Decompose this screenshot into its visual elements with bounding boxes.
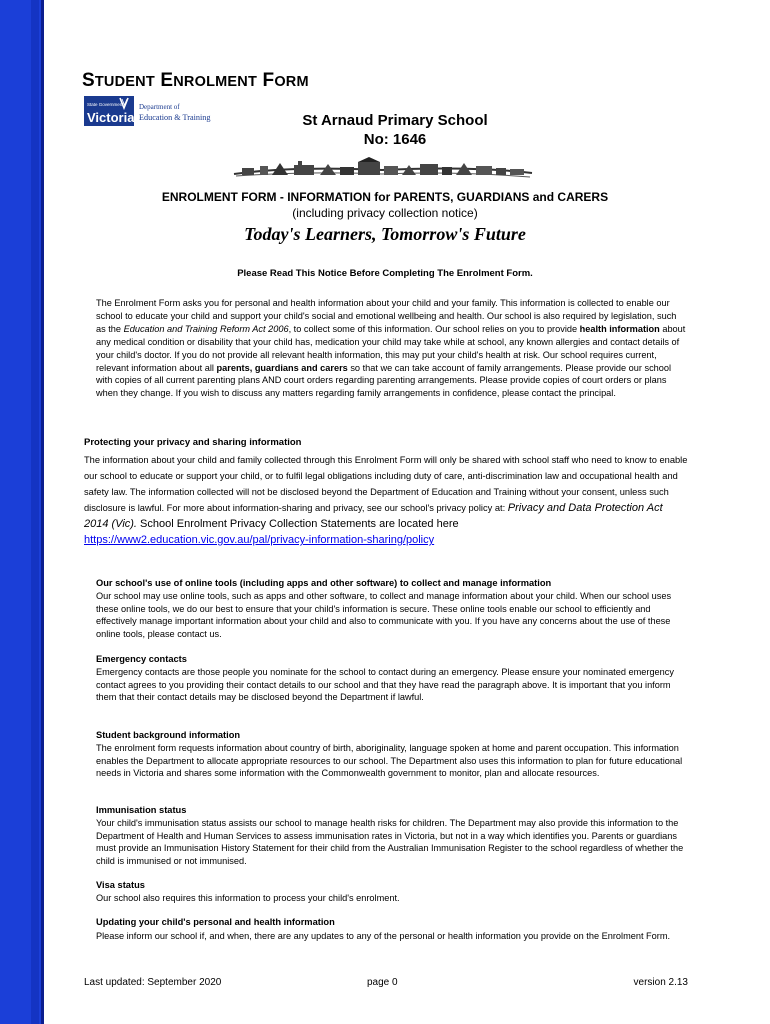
footer-last-updated: Last updated: September 2020 <box>84 977 222 988</box>
section-heading-student-background: Student background information <box>96 730 241 740</box>
privacy-policy-name: Privacy and Data Protection Act 2014 (Vic). <box>84 502 663 530</box>
section-body-emergency-contacts: Emergency contacts are those people you nominate for the school to contact during an emergency. Please ensure your nominated emergency contact agrees to you providing their contact details to our school and that they have read the paragraph above. It is important that you inform them that their contact details may be disclosed beyond the Department if lawful. <box>96 667 674 703</box>
section-heading-updating-info: Updating your child's personal and health information <box>96 917 335 927</box>
section-heading-online-tools: Our school's use of online tools (including apps and other software) to collect and manage information <box>96 578 552 588</box>
section-body-immunisation: Your child's immunisation status assists our school to manage health risks for children. The Department may also provide this information to the Department of Health and Human Services to assess immunisation rates in Victoria, but not in a way which identifies you. Parents or guardians must provide an Immunisation History Statement for their child from the Australian Immunisation Register to the school regardless of whether the child is immunised or not immunised. <box>96 818 684 866</box>
section-body-updating-info: Please inform our school if, and when, there are any updates to any of the personal or health information you provide on the Enrolment Form. <box>96 931 671 941</box>
school-number: No: 1646 <box>363 131 427 148</box>
act-reference: Education and Training Reform Act 2006 <box>123 323 289 334</box>
school-motto: Today's Learners, Tomorrow's Future <box>244 224 526 244</box>
form-subheading: (including privacy collection notice) <box>292 206 478 220</box>
read-notice: Please Read This Notice Before Completing The Enrolment Form. <box>237 268 533 279</box>
privacy-policy-link[interactable]: https://www2.education.vic.gov.au/pal/privacy-information-sharing/policy <box>84 534 435 546</box>
side-accent-shadow <box>31 0 39 1024</box>
school-heading <box>290 111 500 149</box>
form-heading: ENROLMENT FORM - INFORMATION for PARENTS, GUARDIANS and CARERS <box>161 190 609 204</box>
victoria-government-logo <box>84 96 224 126</box>
footer-version: version 2.13 <box>633 977 688 988</box>
school-name: St Arnaud Primary School <box>302 112 488 129</box>
section-heading-immunisation: Immunisation status <box>96 805 187 815</box>
town-silhouette-graphic <box>232 156 534 182</box>
logo-department-line1: Department of <box>139 103 180 111</box>
intro-paragraph: The Enrolment Form asks you for personal and health information about your child and your family. This information is collected to enable our school to educate your child and support your child's social and emotional wellbeing and health. Our school is also required by legislation, such as the Education and Training Reform Act 2006, to collect some of this information. Our school relies on you to provide health information about any medical condition or disability that your child has, medication your child may take while at school, any known allergies and contact details of your child's doctor. If you do not provide all relevant health information, this may put your child's health at risk. Our school requires current, relevant information about all parents, guardians and carers so that we can take account of family arrangements. Please provide our school with copies of all current parenting plans AND court orders regarding parenting arrangements. Please provide copies of court orders or plans when they change. If you wish to discuss any matters regarding family arrangements in confidence, please contact the principal. <box>96 298 686 399</box>
section-heading-visa: Visa status <box>96 880 145 890</box>
privacy-paragraph: The information about your child and family collected through this Enrolment Form will only be shared with school staff who need to know to enable our school to educate or support your child, or to fulfil legal obligations including duty of care, anti-discrimination law and occupational health and safety law. The information collected will not be disclosed beyond the Department of Education and Training without your consent, unless such disclosure is lawful. For more about information-sharing and privacy, see our school's privacy policy at: Privacy and Data Protection Act 2014 (Vic). School Enrolment Privacy Collection Statements are located here https://www2.education.vic.gov.au/pal/privacy-information-sharing/policy <box>84 455 688 546</box>
side-accent-bar <box>0 0 44 1024</box>
decorative-town-divider <box>232 156 534 182</box>
section-body-visa: Our school also requires this information to process your child's enrolment. <box>96 893 400 903</box>
logo-brand-small: State Government <box>87 102 124 107</box>
footer-page-number: page 0 <box>367 977 398 988</box>
logo-brand-main: Victoria <box>87 110 135 125</box>
privacy-heading: Protecting your privacy and sharing information <box>84 437 302 448</box>
logo-department-line2: Education & Training <box>139 113 211 122</box>
section-body-student-background: The enrolment form requests information about country of birth, aboriginality, language spoken at home and parent occupation. This information enables the Department to allocate appropriate resources to our school. The Department also uses this information to plan for future educational needs in Victoria and shares some information with the Commonwealth government to monitor, plan and allocate resources. <box>96 743 683 779</box>
section-body-online-tools: Our school may use online tools, such as apps and other software, to collect and manage information about your child. When our school uses these online tools, we do our best to ensure that your child's information is secure. These online tools enable our school to efficiently and effectively manage important information about your child and also to communicate with you. If you have any concerns about the use of these online tools, please contact us. <box>96 591 672 639</box>
section-heading-emergency-contacts: Emergency contacts <box>96 654 187 664</box>
page-title: STUDENT ENROLMENT FORM <box>82 70 309 91</box>
victoria-logo-graphic <box>84 96 224 126</box>
